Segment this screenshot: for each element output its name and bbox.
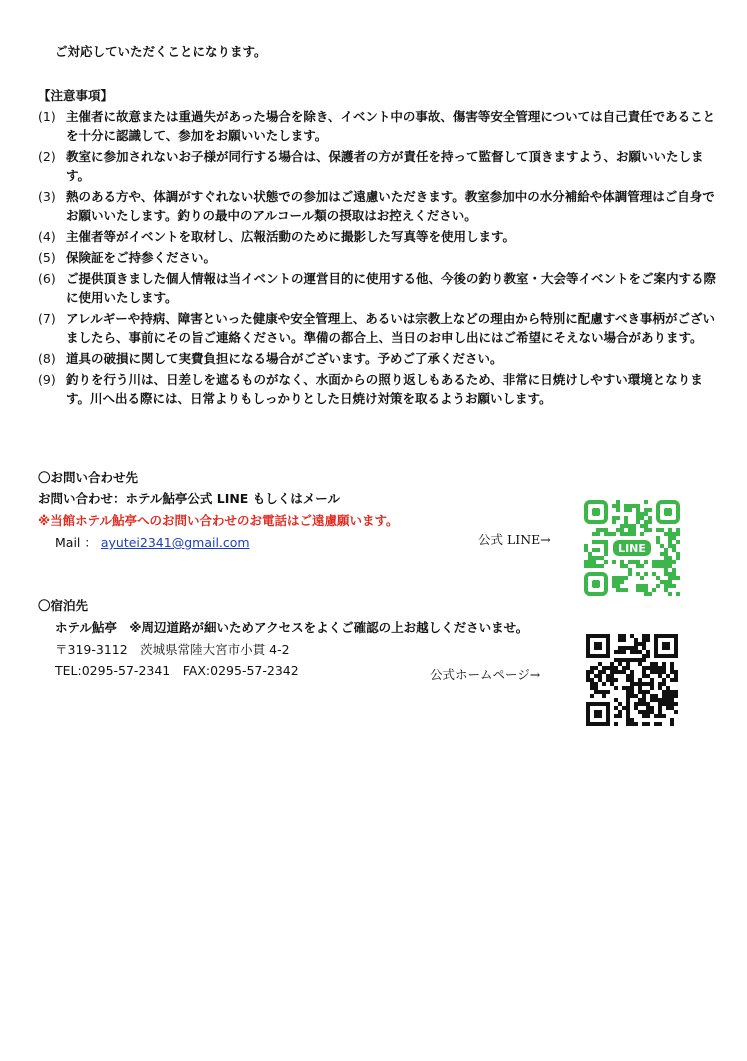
note-number: (3) [38, 189, 56, 204]
line-qr-text: LINE [618, 542, 646, 555]
note-text: 主催者等がイベントを取材し、広報活動のために撮影した写真等を使用します。 [66, 229, 516, 244]
notes-list [38, 107, 718, 410]
note-number: (1) [38, 109, 56, 124]
intro-text: ご対応していただくことになります。 [55, 44, 267, 59]
line-qr-label: 公式 LINE→ [478, 532, 551, 547]
note-text: ご提供頂きました個人情報は当イベントの運営目的に使用する他、今後の釣り教室・大会等イベントをご案内する際に使用いたします。 [66, 271, 717, 305]
note-item [38, 107, 718, 145]
note-text: アレルギーや持病、障害といった健康や安全管理上、あるいは宗教上などの理由から特別に配慮すべき事柄がございましたら、事前にその旨ご連絡ください。準備の都合上、当日のお申し出にはご希望にそえない場合があります。 [66, 311, 715, 345]
lodging-title: 〇宿泊先 [38, 598, 89, 613]
note-item [38, 269, 718, 307]
note-text: 釣りを行う川は、日差しを遮るものがなく、水面からの照り返しもあるため、非常に日焼けしやすい環境となります。川へ出る際には、日常よりもしっかりとした日焼け対策を取るようお願いします。 [66, 372, 703, 406]
hotel-address: 〒319-3112 茨城県常陸大宮市小貫 4-2 [55, 642, 290, 657]
home-qr-label: 公式ホームページ→ [430, 667, 541, 682]
note-text: 熱のある方や、体調がすぐれない状態での参加はご遠慮いただきます。教室参加中の水分補給や体調管理はご自身でお願いいたします。釣りの最中のアルコール類の摂取はお控えください。 [66, 189, 715, 223]
contact-title: 〇お問い合わせ先 [38, 470, 139, 485]
note-number: (2) [38, 149, 56, 164]
hotel-tel-fax: TEL:0295-57-2341 FAX:0295-57-2342 [55, 663, 299, 678]
note-text: 保険証をご持参ください。 [66, 250, 217, 265]
hotel-line: ホテル鮎亭 ※周辺道路が細いためアクセスをよくご確認の上お越しくださいませ。 [55, 620, 529, 635]
note-text: 教室に参加されないお子様が同行する場合は、保護者の方が責任を持って監督して頂きますよう、お願いいたします。 [66, 149, 704, 183]
note-item [38, 349, 718, 368]
notes-title: 【注意事項】 [38, 88, 114, 103]
phone-warning: ※当館ホテル鮎亭へのお問い合わせのお電話はご遠慮願います。 [38, 513, 399, 528]
note-item [38, 370, 718, 408]
note-text: 道具の破損に関して実費負担になる場合がございます。予めご了承ください。 [66, 351, 503, 366]
contact-method: お問い合わせ：ホテル鮎亭公式 LINE もしくはメール [38, 491, 340, 506]
note-number: (5) [38, 250, 56, 265]
note-number: (6) [38, 271, 56, 286]
mail-link[interactable]: ayutei2341@gmail.com [100, 535, 250, 550]
note-number: (9) [38, 372, 56, 387]
note-number: (7) [38, 311, 56, 326]
note-item [38, 227, 718, 246]
mail-row [55, 533, 250, 552]
note-item [38, 248, 718, 267]
note-text: 主催者に故意または重過失があった場合を除き、イベント中の事故、傷害等安全管理については自己責任であることを十分に認識して、参加をお願いいたします。 [66, 109, 716, 143]
homepage-qr-code[interactable] [586, 634, 678, 726]
mail-label: Mail ： [55, 535, 97, 550]
note-number: (8) [38, 351, 56, 366]
note-number: (4) [38, 229, 56, 244]
line-qr-code[interactable] [584, 500, 680, 596]
note-item [38, 187, 718, 225]
note-item [38, 147, 718, 185]
note-item [38, 309, 718, 347]
